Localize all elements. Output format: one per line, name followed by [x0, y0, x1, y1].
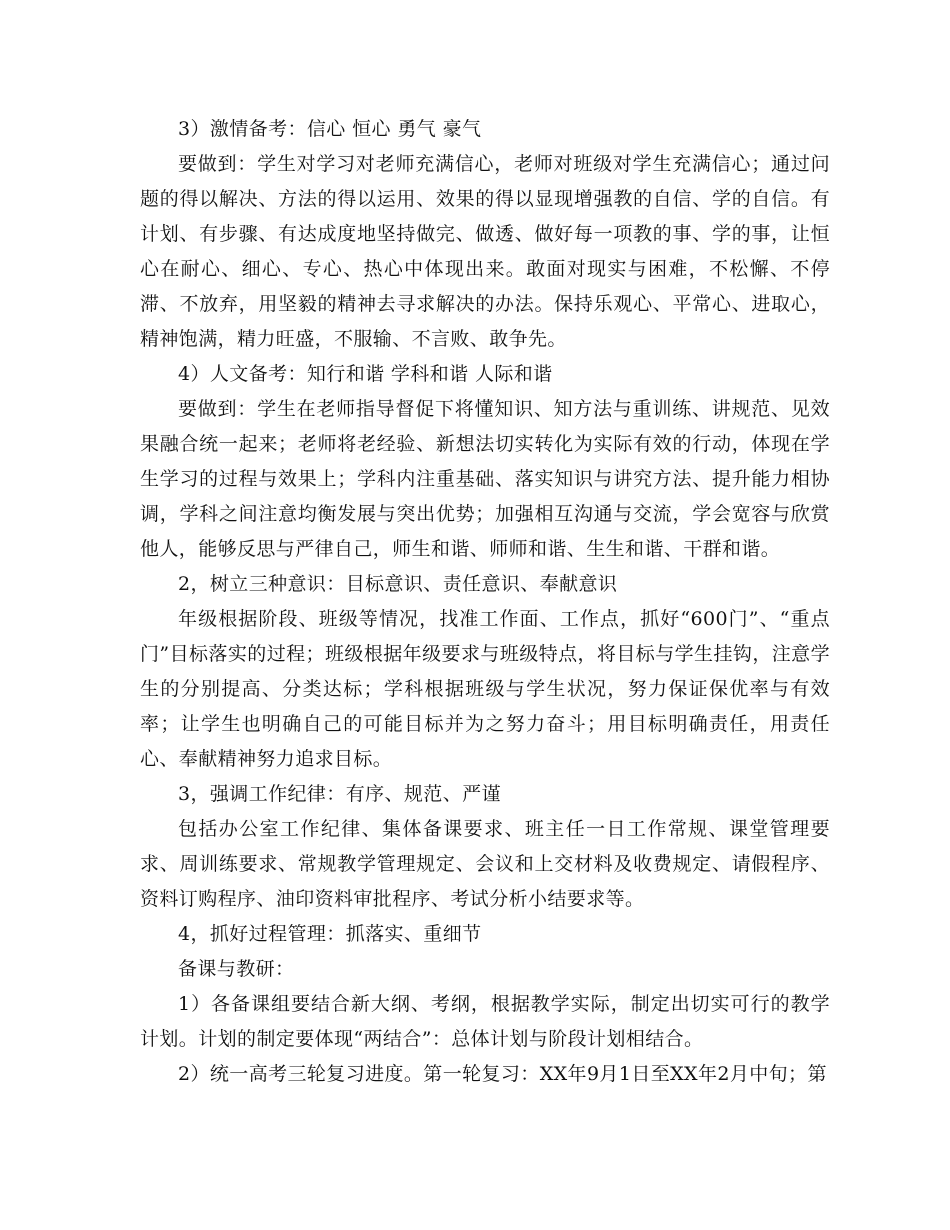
paragraph-passion-prep-body: 要做到：学生对学习对老师充满信心，老师对班级对学生充满信心；通过问题的得以解决、方法的得以运用、效果的得以显现增强教的自信、学的自信。有计划、有步骤、有达成度地坚持做完、做透、做好每一项教的事、学的事，让恒心在耐心、细心、专心、热心中体现出来。敢面对现实与困难，不松懈、不停滞、不放弃，用坚毅的精神去寻求解决的办法。保持乐观心、平常心、进取心，精神饱满，精力旺盛，不服输、不言败、敢争先。 — [140, 153, 830, 350]
paragraph-three-awareness-body: 年级根据阶段、班级等情况，找准工作面、工作点，抓好“600门”、“重点门”目标落实的过程；班级根据年级要求与班级特点，将目标与学生挂钩，注意学生的分别提高、分类达标；学科根据班级与学生状况，努力保证保优率与有效率；让学生也明确自己的可能目标并为之努力奋斗；用目标明确责任，用责任心、奉献精神努力追求目标。 — [140, 608, 830, 770]
paragraph-teaching-plan-item: 1）各备课组要结合新大纲、考纲，根据教学实际，制定出切实可行的教学计划。计划的制定要体现“两结合”：总体计划与阶段计划相结合。 — [140, 993, 830, 1050]
paragraph-heading-process-management: 4，抓好过程管理：抓落实、重细节 — [178, 923, 482, 945]
paragraph-heading-humanistic-prep: 4）人文备考：知行和谐 学科和谐 人际和谐 — [178, 363, 553, 385]
paragraph-work-discipline-body: 包括办公室工作纪律、集体备课要求、班主任一日工作常规、课堂管理要求、周训练要求、常规教学管理规定、会议和上交材料及收费规定、请假程序、资料订购程序、油印资料审批程序、考试分析小结要求等。 — [140, 818, 830, 910]
paragraph-heading-work-discipline: 3，强调工作纪律：有序、规范、严谨 — [178, 783, 501, 805]
paragraph-review-schedule-item: 2）统一高考三轮复习进度。第一轮复习：XX年9月1日至XX年2月中旬；第 — [178, 1063, 827, 1085]
paragraph-lesson-prep-label: 备课与教研： — [178, 958, 295, 980]
paragraph-heading-passion-prep: 3）激情备考：信心 恒心 勇气 豪气 — [178, 118, 482, 140]
paragraph-humanistic-prep-body: 要做到：学生在老师指导督促下将懂知识、知方法与重训练、讲规范、见效果融合统一起来；老师将老经验、新想法切实转化为实际有效的行动，体现在学生学习的过程与效果上；学科内注重基础、落实知识与讲究方法、提升能力相协调，学科之间注意均衡发展与突出优势；加强相互沟通与交流，学会宽容与欣赏他人，能够反思与严律自己，师生和谐、师师和谐、生生和谐、干群和谐。 — [140, 398, 830, 560]
paragraph-heading-three-awareness: 2，树立三种意识：目标意识、责任意识、奉献意识 — [178, 573, 618, 595]
document-body — [140, 112, 830, 1092]
